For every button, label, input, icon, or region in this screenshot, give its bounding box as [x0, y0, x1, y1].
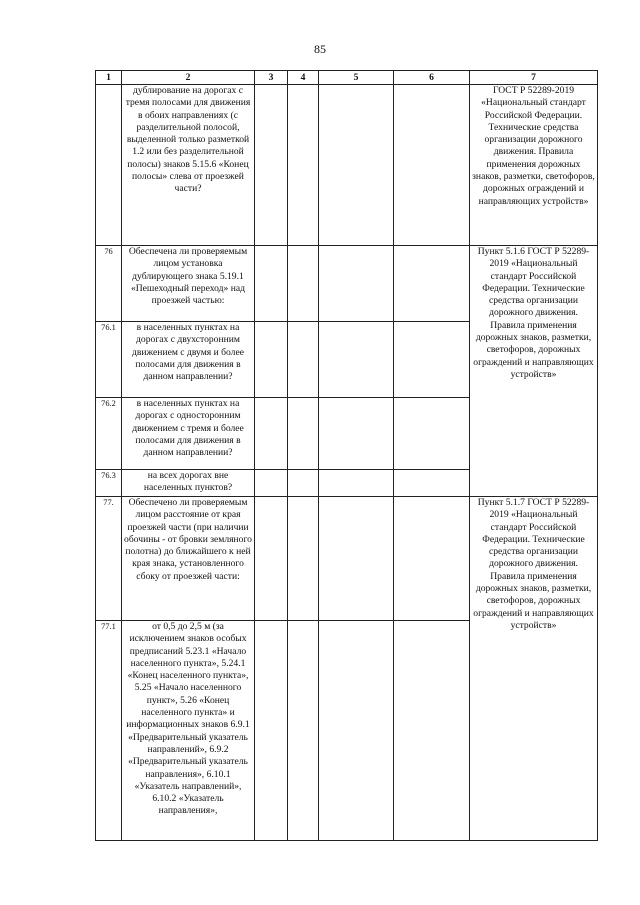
row-number: 76	[96, 246, 122, 322]
cell-col-6	[394, 246, 470, 322]
row-number: 77.1	[96, 621, 122, 841]
table-header-row	[96, 71, 598, 85]
cell-col-3	[255, 85, 288, 246]
row-number: 76.3	[96, 470, 122, 497]
cell-col-6	[394, 398, 470, 470]
table-row	[96, 246, 598, 322]
row-number: 76.2	[96, 398, 122, 470]
cell-col-3	[255, 246, 288, 322]
column-header-7: 7	[470, 71, 598, 85]
column-header-5: 5	[319, 71, 394, 85]
cell-col-5	[319, 85, 394, 246]
cell-col-3	[255, 497, 288, 621]
cell-col-4	[288, 85, 319, 246]
row-number	[96, 85, 122, 246]
cell-col-3	[255, 398, 288, 470]
table-row	[96, 85, 598, 246]
cell-col-5	[319, 398, 394, 470]
column-header-3: 3	[255, 71, 288, 85]
column-header-6: 6	[394, 71, 470, 85]
legal-reference: ГОСТ Р 52289-2019 «Национальный стандарт Российской Федерации. Технические средства организации дорожного движения. Правила применения дорожных знаков, разметки, светофоров, дорожных ограждений и направляющих устройств»	[470, 85, 598, 246]
cell-col-4	[288, 246, 319, 322]
cell-col-6	[394, 85, 470, 246]
question-text: от 0,5 до 2,5 м (за исключением знаков особых предписаний 5.23.1 «Начало населенного пункта», 5.24.1 «Конец населенного пункта», 5.25 «Начало населенного пункт», 5.26 «Конец населенного пункта» и информационных знаков 6.9.1 «Предварительный указатель направлений», 6.9.2 «Предварительный указатель направления», 6.10.1 «Указатель направлений», 6.10.2 «Указатель направления»,	[122, 621, 255, 841]
legal-reference: Пункт 5.1.7 ГОСТ Р 52289-2019 «Национальный стандарт Российской Федерации. Технические средства организации дорожного движения. Правила применения дорожных знаков, разметки, светофоров, дорожных ограждений и направляющих устройств»	[470, 497, 598, 841]
question-text: Обеспечено ли проверяемым лицом расстояние от края проезжей части (при наличии обочины - от бровки земляного полотна) до ближайшего к ней края знака, установленного сбоку от проезжей части:	[122, 497, 255, 621]
page-number: 85	[314, 42, 326, 56]
cell-col-4	[288, 322, 319, 398]
column-header-2: 2	[122, 71, 255, 85]
requirements-table	[95, 70, 598, 841]
row-number: 77.	[96, 497, 122, 621]
cell-col-5	[319, 470, 394, 497]
cell-col-4	[288, 621, 319, 841]
cell-col-3	[255, 322, 288, 398]
cell-col-5	[319, 621, 394, 841]
cell-col-3	[255, 470, 288, 497]
cell-col-4	[288, 497, 319, 621]
question-text: дублирование на дорогах с тремя полосами для движения в обоих направлениях (с разделительной полосой, выделенной только разметкой 1.2 или без разделительной полосы) знаков 5.15.6 «Конец полосы» слева от проезжей части?	[122, 85, 255, 246]
cell-col-3	[255, 621, 288, 841]
question-text: Обеспечена ли проверяемым лицом установка дублирующего знака 5.19.1 «Пешеходный переход» над проезжей частью:	[122, 246, 255, 322]
cell-col-4	[288, 398, 319, 470]
table-row	[96, 497, 598, 621]
cell-col-6	[394, 621, 470, 841]
cell-col-6	[394, 497, 470, 621]
question-text: на всех дорогах вне населенных пунктов?	[122, 470, 255, 497]
cell-col-4	[288, 470, 319, 497]
row-number: 76.1	[96, 322, 122, 398]
cell-col-6	[394, 322, 470, 398]
question-text: в населенных пунктах на дорогах с двухсторонним движением с двумя и более полосами для движения в данном направлении?	[122, 322, 255, 398]
cell-col-5	[319, 497, 394, 621]
question-text: в населенных пунктах на дорогах с односторонним движением с тремя и более полосами для движения в данном направлении?	[122, 398, 255, 470]
cell-col-5	[319, 322, 394, 398]
cell-col-5	[319, 246, 394, 322]
column-header-4: 4	[288, 71, 319, 85]
legal-reference: Пункт 5.1.6 ГОСТ Р 52289-2019 «Национальный стандарт Российской Федерации. Технические средства организации дорожного движения. Правила применения дорожных знаков, разметки, светофоров, дорожных ограждений и направляющих устройств»	[470, 246, 598, 497]
column-header-1: 1	[96, 71, 122, 85]
cell-col-6	[394, 470, 470, 497]
